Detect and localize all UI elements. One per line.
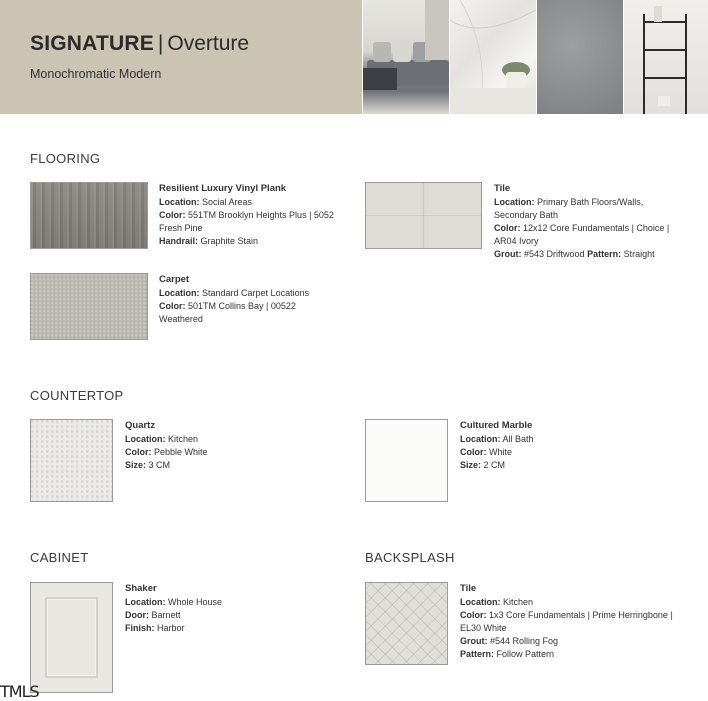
label: Size: [125, 460, 147, 470]
quartz-details [125, 419, 325, 472]
plant-illustration [450, 0, 536, 114]
backsplash-tile-color-cont: EL30 White [460, 623, 507, 633]
label: Color: [159, 210, 186, 220]
cultured-marble-swatch [365, 419, 448, 502]
section-title-flooring: FLOORING [30, 151, 101, 166]
sofa-illustration [363, 0, 449, 114]
label: Finish: [125, 623, 155, 633]
backsplash-tile-swatch [365, 582, 448, 665]
carpet-name: Carpet [159, 274, 190, 285]
label: Color: [125, 447, 152, 457]
marble-counter-photo [450, 0, 536, 114]
shaker-details [125, 582, 325, 635]
floor-tile-color: 12x12 Core Fundamentals | Choice | [523, 223, 670, 233]
cultured-marble-location: All Bath [502, 434, 534, 444]
cultured-marble-name: Cultured Marble [460, 420, 533, 431]
label: Location: [460, 434, 501, 444]
label: Color: [460, 447, 487, 457]
brand-name: SIGNATURE [30, 32, 154, 55]
label: Location: [125, 597, 166, 607]
section-title-countertop: COUNTERTOP [30, 388, 124, 403]
backsplash-tile-details [460, 582, 700, 661]
label: Color: [159, 301, 186, 311]
shelf-illustration [624, 0, 708, 114]
label: Location: [159, 288, 200, 298]
quartz-name: Quartz [125, 420, 156, 431]
floor-tile-details [494, 182, 699, 261]
concrete-texture-photo [537, 0, 623, 114]
floor-tile-swatch [365, 182, 482, 249]
lvp-details [159, 182, 359, 248]
page-subtitle: Monochromatic Modern [30, 67, 162, 81]
lvp-color-cont: Fresh Pine [159, 223, 203, 233]
section-title-cabinet: CABINET [30, 550, 89, 565]
carpet-color: 501TM Collins Bay | 00522 [188, 301, 296, 311]
backsplash-tile-location: Kitchen [503, 597, 534, 607]
section-title-backsplash: BACKSPLASH [365, 550, 455, 565]
label: Size: [460, 460, 482, 470]
lvp-name: Resilient Luxury Vinyl Plank [159, 183, 287, 194]
label: Door: [125, 610, 149, 620]
label: Pattern: [460, 649, 495, 659]
carpet-location: Standard Carpet Locations [202, 288, 310, 298]
shaker-name: Shaker [125, 583, 157, 594]
lvp-location: Social Areas [202, 197, 253, 207]
lvp-color: 551TM Brooklyn Heights Plus | 5052 [188, 210, 334, 220]
title-separator: | [157, 32, 164, 55]
page-title [30, 32, 249, 56]
label: Color: [494, 223, 521, 233]
shaker-cabinet-swatch [30, 582, 113, 693]
floor-tile-location: Primary Bath Floors/Walls, [537, 197, 644, 207]
label: Location: [494, 197, 535, 207]
collection-name: Overture [167, 32, 250, 55]
label: Location: [125, 434, 166, 444]
lvp-handrail: Graphite Stain [200, 236, 259, 246]
label: Color: [460, 610, 487, 620]
backsplash-tile-name: Tile [460, 583, 477, 594]
shelf-decor-photo [624, 0, 708, 114]
floor-tile-grout: #543 Driftwood [524, 249, 585, 259]
quartz-size: 3 CM [148, 460, 171, 470]
shaker-finish: Harbor [157, 623, 185, 633]
cultured-marble-details [460, 419, 660, 472]
label: Pattern: [587, 249, 622, 259]
cultured-marble-color: White [489, 447, 513, 457]
backsplash-tile-grout: #544 Rolling Fog [490, 636, 559, 646]
shaker-location: Whole House [168, 597, 223, 607]
floor-tile-color-cont: AR04 Ivory [494, 236, 539, 246]
floor-tile-pattern: Straight [623, 249, 655, 259]
lvp-swatch [30, 182, 148, 249]
label: Location: [159, 197, 200, 207]
label: Handrail: [159, 236, 199, 246]
cabinet-door-panel [45, 597, 98, 678]
label: Grout: [460, 636, 488, 646]
header-band [0, 0, 362, 114]
shaker-door: Barnett [151, 610, 181, 620]
mls-logo: TMLS [0, 682, 39, 701]
carpet-swatch [30, 273, 148, 340]
carpet-details [159, 273, 359, 326]
carpet-color-cont: Weathered [159, 314, 203, 324]
backsplash-tile-color: 1x3 Core Fundamentals | Prime Herringbone | [489, 610, 673, 620]
quartz-location: Kitchen [168, 434, 199, 444]
quartz-swatch [30, 419, 113, 502]
label: Location: [460, 597, 501, 607]
floor-tile-location-cont: Secondary Bath [494, 210, 559, 220]
quartz-color: Pebble White [154, 447, 208, 457]
living-room-photo [363, 0, 449, 114]
label: Grout: [494, 249, 522, 259]
floor-tile-name: Tile [494, 183, 511, 194]
cultured-marble-size: 2 CM [483, 460, 506, 470]
backsplash-tile-pattern: Follow Pattern [496, 649, 555, 659]
